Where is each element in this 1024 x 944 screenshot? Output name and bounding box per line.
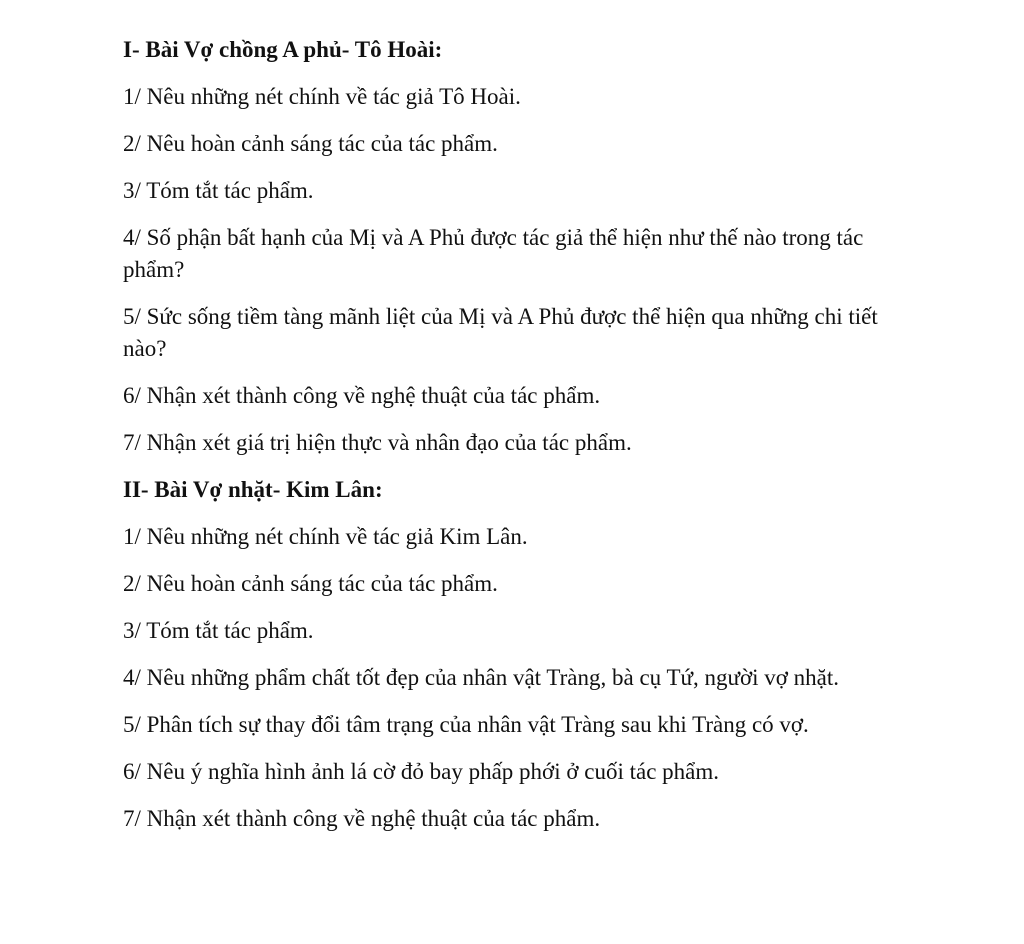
section-2 [123,474,923,835]
section-1-question-4: 4/ Số phận bất hạnh của Mị và A Phủ được tác giả thể hiện như thế nào trong tác phẩm? [123,225,864,282]
section-1-question-6: 6/ Nhận xét thành công về nghệ thuật của tác phẩm. [123,383,601,408]
section-2-question-4: 4/ Nêu những phẩm chất tốt đẹp của nhân vật Tràng, bà cụ Tứ, người vợ nhặt. [123,665,840,690]
section-2-question-2: 2/ Nêu hoàn cảnh sáng tác của tác phẩm. [123,571,498,596]
section-2-question-6: 6/ Nêu ý nghĩa hình ảnh lá cờ đỏ bay phấp phới ở cuối tác phẩm. [123,759,720,784]
section-1-question-7: 7/ Nhận xét giá trị hiện thực và nhân đạo của tác phẩm. [123,430,632,455]
section-1-question-1: 1/ Nêu những nét chính về tác giả Tô Hoài. [123,84,521,109]
section-2-question-3: 3/ Tóm tắt tác phẩm. [123,618,314,643]
section-1-question-5: 5/ Sức sống tiềm tàng mãnh liệt của Mị và A Phủ được thể hiện qua những chi tiết nào? [123,304,878,361]
document-page [123,34,923,850]
section-2-question-5: 5/ Phân tích sự thay đổi tâm trạng của nhân vật Tràng sau khi Tràng có vợ. [123,712,809,737]
section-2-question-1: 1/ Nêu những nét chính về tác giả Kim Lân. [123,524,528,549]
section-2-title: II- Bài Vợ nhặt- Kim Lân: [123,477,383,502]
section-1-question-3: 3/ Tóm tắt tác phẩm. [123,178,314,203]
section-1-question-2: 2/ Nêu hoàn cảnh sáng tác của tác phẩm. [123,131,498,156]
section-1-title: I- Bài Vợ chồng A phủ- Tô Hoài: [123,37,443,62]
section-1 [123,34,923,459]
section-2-question-7: 7/ Nhận xét thành công về nghệ thuật của tác phẩm. [123,806,601,831]
